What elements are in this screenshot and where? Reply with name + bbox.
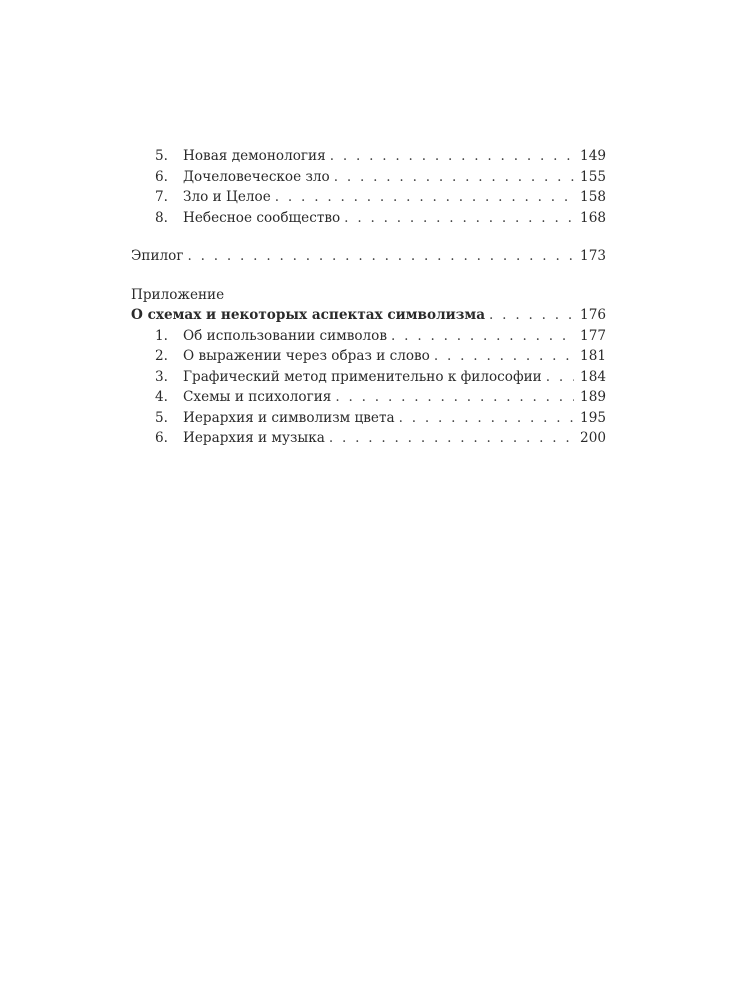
toc-entry[interactable]	[131, 367, 606, 388]
entry-number: 4.	[155, 389, 168, 405]
spacer	[131, 228, 606, 246]
dot-leader	[329, 428, 574, 449]
spacer	[131, 267, 606, 285]
entry-page-number: 184	[580, 368, 606, 385]
dot-leader	[187, 246, 574, 267]
entry-title: Графический метод применительно к философии	[183, 368, 542, 385]
entry-number: 8.	[155, 209, 168, 226]
entry-number: 5.	[155, 409, 168, 426]
entry-page-number: 155	[580, 168, 606, 185]
toc-entry-appendix[interactable]	[131, 305, 606, 326]
entry-number: 7.	[155, 189, 168, 205]
entry-title: Небесное сообщество	[183, 209, 341, 226]
entry-title: О схемах и некоторых аспектах символизма	[131, 307, 486, 323]
dot-leader	[434, 346, 574, 367]
entry-number: 1.	[155, 327, 168, 344]
entry-title: Иерархия и музыка	[183, 430, 325, 446]
table-of-contents	[131, 146, 606, 449]
entry-page-number: 195	[580, 409, 606, 426]
dot-leader	[546, 367, 574, 388]
entry-number: 2.	[155, 348, 168, 364]
dot-leader	[399, 408, 574, 429]
entry-page-number: 158	[580, 189, 606, 205]
entry-number: 6.	[155, 430, 168, 446]
entry-title: О выражении через образ и слово	[183, 348, 430, 364]
entry-page-number: 181	[580, 348, 606, 364]
entry-title: Иерархия и символизм цвета	[183, 409, 395, 426]
entry-title: Эпилог	[131, 248, 184, 264]
toc-entry[interactable]	[131, 167, 606, 188]
entry-number: 3.	[155, 368, 168, 385]
toc-entry-epilogue[interactable]	[131, 246, 606, 267]
entry-title: Новая демонология	[183, 148, 326, 164]
entry-title: Об использовании символов	[183, 327, 388, 344]
toc-entry[interactable]	[131, 428, 606, 449]
dot-leader	[335, 387, 574, 408]
toc-entry[interactable]	[131, 208, 606, 229]
entry-page-number: 200	[580, 430, 606, 446]
entry-page-number: 168	[580, 209, 606, 226]
entry-page-number: 149	[580, 148, 606, 164]
dot-leader	[391, 326, 574, 347]
entry-title: Дочеловеческое зло	[183, 168, 330, 185]
appendix-label: Приложение	[131, 286, 225, 303]
entry-number: 5.	[155, 148, 168, 164]
entry-page-number: 189	[580, 389, 606, 405]
dot-leader	[489, 305, 574, 326]
entry-title: Схемы и психология	[183, 389, 332, 405]
dot-leader	[344, 208, 574, 229]
entry-number: 6.	[155, 168, 168, 185]
toc-entry[interactable]	[131, 187, 606, 208]
dot-leader	[275, 187, 574, 208]
entry-page-number: 176	[580, 307, 606, 323]
toc-entry[interactable]	[131, 387, 606, 408]
entry-page-number: 173	[580, 248, 606, 264]
toc-entry[interactable]	[131, 346, 606, 367]
dot-leader	[330, 146, 574, 167]
toc-entry[interactable]	[131, 146, 606, 167]
entry-page-number: 177	[580, 327, 606, 344]
dot-leader	[334, 167, 574, 188]
entry-title: Зло и Целое	[183, 189, 271, 205]
toc-entry[interactable]	[131, 326, 606, 347]
toc-entry[interactable]	[131, 408, 606, 429]
